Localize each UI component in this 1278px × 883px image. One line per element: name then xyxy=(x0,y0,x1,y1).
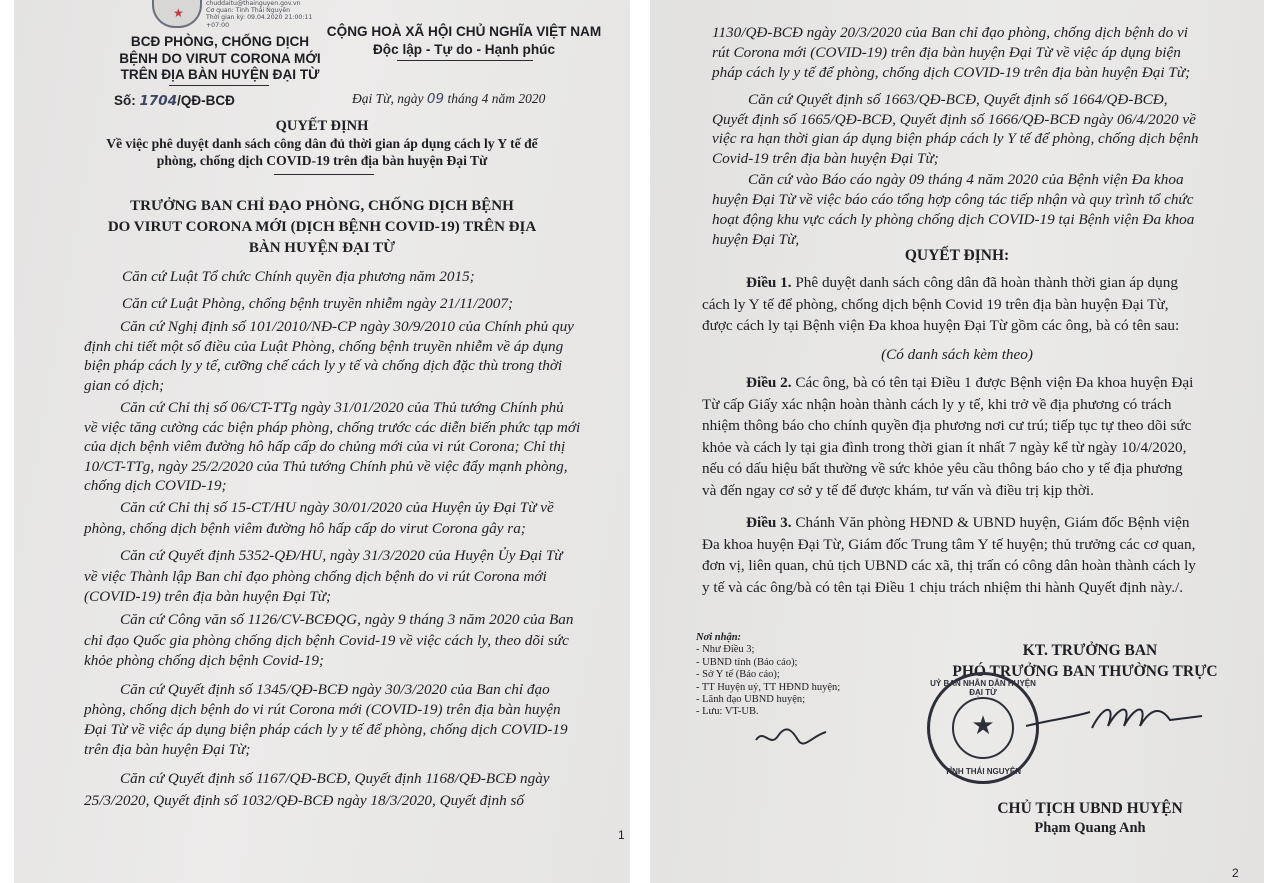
c3-line-2: huyện Đại Từ về việc báo cáo tổng hợp công tác tiếp nhận và quy trình tổ chức xyxy=(712,191,1194,208)
c3-line-3: hoạt động khu vực cách ly phòng chống dịch COVID-19 tại Bệnh viện Đa khoa xyxy=(712,211,1195,228)
c3-line-4: huyện Đại Từ, xyxy=(712,231,800,248)
article-3 xyxy=(702,512,1247,598)
recipient-item: - Sở Y tế (Báo cáo); xyxy=(696,669,780,681)
art2-line-3: nhiệm thông báo cho chính quyền địa phương nơi cư trú; tiếp tục tự theo dõi sức xyxy=(702,417,1192,434)
p7-line-2: chỉ đạo Quốc gia phòng chống dịch bệnh Covid-19 về việc cách ly, theo dõi sức xyxy=(84,631,569,649)
p8-line-3: Đại Từ về việc áp dụng biện pháp cách ly y tế để phòng, chống dịch COVID-19 xyxy=(84,721,568,738)
basis-paragraph-8 xyxy=(84,680,614,760)
art3-line-4: y tế và các ông/bà có tên tại Điều 1 chịu trách nhiệm thi hành Quyết định này./. xyxy=(702,578,1184,596)
recipient-item: - Lãnh đạo UBND huyện; xyxy=(696,694,806,706)
stamp-text-bottom: TỈNH THÁI NGUYÊN xyxy=(945,767,1021,776)
basis-paragraph-7 xyxy=(84,610,614,672)
p9-line-1: Căn cứ Quyết định số 1167/QĐ-BCĐ, Quyết định 1168/QĐ-BCĐ ngày xyxy=(120,770,550,787)
basis-paragraph-1: Căn cứ Luật Tổ chức Chính quyền địa phương năm 2015; xyxy=(122,268,475,285)
art2-line-2: Từ cấp Giấy xác nhận hoàn thành cách ly y tế, khi trở về địa phương có trách xyxy=(702,395,1172,413)
p6-line-2: về việc Thành lập Ban chỉ đạo phòng chống dịch bệnh do vi rút Corona mới xyxy=(84,567,547,585)
basis-paragraph-6 xyxy=(84,546,614,608)
issuing-authority xyxy=(14,196,630,259)
c1-line-2: rút Corona mới (COVID-19) trên địa bàn huyện Đại Từ về việc áp dụng biện xyxy=(712,44,1181,61)
art3-line-2: Đa khoa huyện Đại Từ, Giám đốc Trung tâm Y tế huyện; thủ trưởng các cơ quan, xyxy=(702,535,1196,553)
art1-line-3: được cách ly tại Bệnh viện Đa khoa huyện Đại Từ gồm các ông, bà có tên sau: xyxy=(702,317,1180,334)
date-prefix: Đại Từ, ngày xyxy=(352,91,424,106)
authority-line-3: BÀN HUYỆN ĐẠI TỪ xyxy=(248,240,396,256)
page-number: 2 xyxy=(1232,866,1239,880)
authority-line-1: TRƯỞNG BAN CHỈ ĐẠO PHÒNG, CHỐNG DỊCH BỆNH xyxy=(130,198,514,214)
stamp-star-icon: ★ xyxy=(971,711,995,740)
national-header xyxy=(314,23,614,59)
org-line-3: TRÊN ĐỊA BÀN HUYỆN ĐẠI TỪ xyxy=(120,67,320,82)
art3-line-1: Chánh Văn phòng HĐND & UBND huyện, Giám đốc Bệnh viện xyxy=(795,514,1190,531)
basis-paragraph-9 xyxy=(84,768,614,812)
p4-line-1: Căn cứ Chỉ thị số 06/CT-TTg ngày 31/01/2020 của Thủ tướng Chính phủ xyxy=(120,399,564,416)
p3-line-2: định chi tiết một số điều của Luật Phòng, chống bệnh truyền nhiễm về áp dụng xyxy=(84,337,564,355)
article-2 xyxy=(702,372,1247,501)
subject-underline xyxy=(274,174,374,175)
art2-line-5: nếu có dấu hiệu bất thường về sức khỏe yêu cầu thông báo cho y tế địa phương xyxy=(702,460,1183,477)
p8-line-1: Căn cứ Quyết định số 1345/QĐ-BCĐ ngày 30/3/2020 của Ban chỉ đạo xyxy=(120,681,550,698)
p3-line-4: gian có dịch; xyxy=(84,376,165,394)
nation-title: CỘNG HOÀ XÃ HỘI CHỦ NGHĨA VIỆT NAM xyxy=(326,24,602,39)
decision-heading: QUYẾT ĐỊNH: xyxy=(904,247,1010,264)
recipient-item: - Như Điều 3; xyxy=(696,644,755,656)
article-2-label: Điều 2. xyxy=(746,374,792,391)
signer-position: CHỦ TỊCH UBND HUYỆN xyxy=(997,800,1183,817)
handwritten-signature-icon xyxy=(1020,698,1210,740)
recipients-title: Nơi nhận: xyxy=(696,632,742,643)
signature-title-2: PHÓ TRƯỞNG BAN THƯỜNG TRỰC xyxy=(952,663,1218,680)
basis-paragraph-3 xyxy=(84,317,614,395)
p4-line-2: về việc tăng cường các biện pháp phòng, chống trước các diễn biến phức tạp mới xyxy=(84,418,581,436)
art1-line-2: cách ly Y tế để phòng, chống dịch bệnh Covid 19 trên địa bàn huyện Đại Từ, xyxy=(702,295,1169,313)
nation-motto: Độc lập - Tự do - Hạnh phúc xyxy=(372,42,556,57)
recipient-item: - TT Huyện uỷ, TT HĐND huyện; xyxy=(696,681,841,693)
attached-list-note: (Có danh sách kèm theo) xyxy=(881,346,1033,363)
basis-paragraph-11 xyxy=(712,170,1242,250)
p8-line-2: phòng, chống dịch bệnh do vi rút Corona mới (COVID-19) trên địa bàn huyện xyxy=(84,701,561,718)
recipient-item: - UBND tỉnh (Báo cáo); xyxy=(696,656,798,668)
art2-line-4: khỏe và cách ly tại gia đình trong thời gian ít nhất 7 ngày kể từ ngày 10/4/2020, xyxy=(702,438,1187,456)
stamp-text-top: UỶ BAN NHÂN DÂN HUYỆN ĐẠI TỪ xyxy=(930,679,1036,697)
basis-paragraph-continued xyxy=(712,23,1242,83)
p9-line-2: 25/3/2020, Quyết định số 1032/QĐ-BCĐ ngày 18/3/2020, Quyết định số xyxy=(84,792,524,809)
c2-line-3: việc ra hạn thời gian áp dụng biện pháp cách ly Y tế để phòng, chống dịch bệnh xyxy=(712,130,1199,147)
date-handwritten: 09 xyxy=(426,91,445,107)
org-line-2: BỆNH DO VIRUT CORONA MỚI xyxy=(119,50,321,66)
stamp-inner-ring xyxy=(952,697,1014,759)
national-emblem-icon: ★ xyxy=(152,0,202,28)
p7-line-3: khỏe phòng chống dịch bệnh Covid-19; xyxy=(84,652,324,669)
p3-line-1: Căn cứ Nghị định số 101/2010/NĐ-CP ngày 30/9/2010 của Chính phủ quy xyxy=(120,318,574,335)
basis-paragraph-2: Căn cứ Luật Phòng, chống bệnh truyền nhiễm ngày 21/11/2007; xyxy=(122,295,514,312)
c3-line-1: Căn cứ vào Báo cáo ngày 09 tháng 4 năm 2020 của Bệnh viện Đa khoa xyxy=(748,171,1184,188)
basis-paragraph-5 xyxy=(84,498,614,539)
c2-line-2: Quyết định số 1665/QĐ-BCĐ, Quyết định số 1666/QĐ-BCĐ ngày 06/4/2020 về xyxy=(712,110,1196,128)
signer-name: Phạm Quang Anh xyxy=(1034,820,1146,836)
date-suffix: tháng 4 năm 2020 xyxy=(447,91,546,106)
signature-timezone: +07:00 xyxy=(206,21,230,29)
signature-agency: Cơ quan: Tỉnh Thái Nguyên xyxy=(206,7,291,15)
number-prefix: Số: xyxy=(114,93,136,108)
number-suffix: /QĐ-BCĐ xyxy=(177,93,235,108)
document-date xyxy=(352,91,545,107)
c1-line-3: pháp cách ly y tế để phòng, chống dịch COVID-19 trên địa bàn huyện Đại Từ; xyxy=(712,64,1191,81)
p4-line-3: của dịch bệnh viêm đường hô hấp cấp do chủng mới của vi rút Corona; Chỉ thị xyxy=(84,438,566,455)
document-page-2 xyxy=(650,0,1264,883)
recipient-item: - Lưu: VT-UB. xyxy=(696,706,759,718)
p7-line-1: Căn cứ Công văn số 1126/CV-BCĐQG, ngày 9 tháng 3 năm 2020 của Ban xyxy=(120,611,574,628)
article-3-label: Điều 3. xyxy=(746,514,792,531)
article-1 xyxy=(702,272,1247,337)
c2-line-4: Covid-19 trên địa bàn huyện Đại Từ; xyxy=(712,149,939,167)
subject-line-2: phòng, chống dịch COVID-19 trên địa bàn huyện Đại Từ xyxy=(156,153,488,168)
org-underline xyxy=(169,85,269,86)
authority-line-2: DO VIRUT CORONA MỚI (DỊCH BỆNH COVID-19) TRÊN ĐỊA xyxy=(107,219,537,235)
issuing-organization xyxy=(110,34,330,84)
signature-time: Thời gian ký: 09.04.2020 21:00:11 xyxy=(206,14,313,22)
p5-line-1: Căn cứ Chỉ thị số 15-CT/HU ngày 30/01/2020 của Huyện ủy Đại Từ về xyxy=(120,499,554,516)
art3-line-3: đơn vị, liên quan, chủ tịch UBND các xã, thị trấn có công dân hoàn thành cách ly xyxy=(702,557,1196,574)
p6-line-3: (COVID-19) trên địa bàn huyện Đại Từ; xyxy=(84,588,332,605)
digital-signature-info xyxy=(206,0,312,29)
number-handwritten: 1704 xyxy=(139,93,178,109)
basis-paragraph-10 xyxy=(712,90,1242,168)
c1-line-1: 1130/QĐ-BCĐ ngày 20/3/2020 của Ban chỉ đạo phòng, chống dịch bệnh do vi xyxy=(712,24,1188,41)
document-type: QUYẾT ĐỊNH xyxy=(275,118,369,134)
art2-line-1: Các ông, bà có tên tại Điều 1 được Bệnh viện Đa khoa huyện Đại xyxy=(795,374,1194,391)
p4-line-4: 10/CT-TTg, ngày 25/2/2020 của Thủ tướng Chính phủ về việc đẩy mạnh phòng, xyxy=(84,457,568,475)
art1-line-1: Phê duyệt danh sách công dân đã hoàn thành thời gian áp dụng xyxy=(795,274,1178,291)
p5-line-2: phòng, chống dịch bệnh viêm đường hô hấp cấp do virut Corona gây ra; xyxy=(84,519,526,537)
subject-line-1: Về việc phê duyệt danh sách công dân đủ thời gian áp dụng cách ly Y tế để xyxy=(106,136,538,151)
motto-underline xyxy=(397,60,533,61)
org-line-1: BCĐ PHÒNG, CHỐNG DỊCH xyxy=(130,34,310,49)
document-page-1 xyxy=(14,0,630,883)
signature-email: chuddaitu@thainguyen.gov.vn xyxy=(206,0,301,7)
basis-paragraph-4 xyxy=(84,398,614,496)
c2-line-1: Căn cứ Quyết định số 1663/QĐ-BCĐ, Quyết định số 1664/QĐ-BCĐ, xyxy=(748,91,1168,108)
document-number xyxy=(114,93,235,109)
art2-line-6: và đến ngay cơ sở y tế để được khám, tư vấn và điều trị kịp thời. xyxy=(702,481,1094,499)
initial-mark-icon xyxy=(752,722,832,750)
signature-title-1: KT. TRƯỞNG BAN xyxy=(1022,642,1158,659)
p8-line-4: trên địa bàn huyện Đại Từ; xyxy=(84,741,251,758)
page-number: 1 xyxy=(618,828,625,842)
page-gap xyxy=(630,0,650,883)
p3-line-3: biện pháp cách ly y tế, cưỡng chế cách ly y tế và chống dịch đặc thù trong thời xyxy=(84,357,563,374)
p6-line-1: Căn cứ Quyết định 5352-QĐ/HU, ngày 31/3/2020 của Huyện Ủy Đại Từ xyxy=(120,547,563,564)
p4-line-5: chống dịch COVID-19; xyxy=(84,477,227,494)
recipients-block xyxy=(696,632,840,719)
article-1-label: Điều 1. xyxy=(746,274,792,291)
